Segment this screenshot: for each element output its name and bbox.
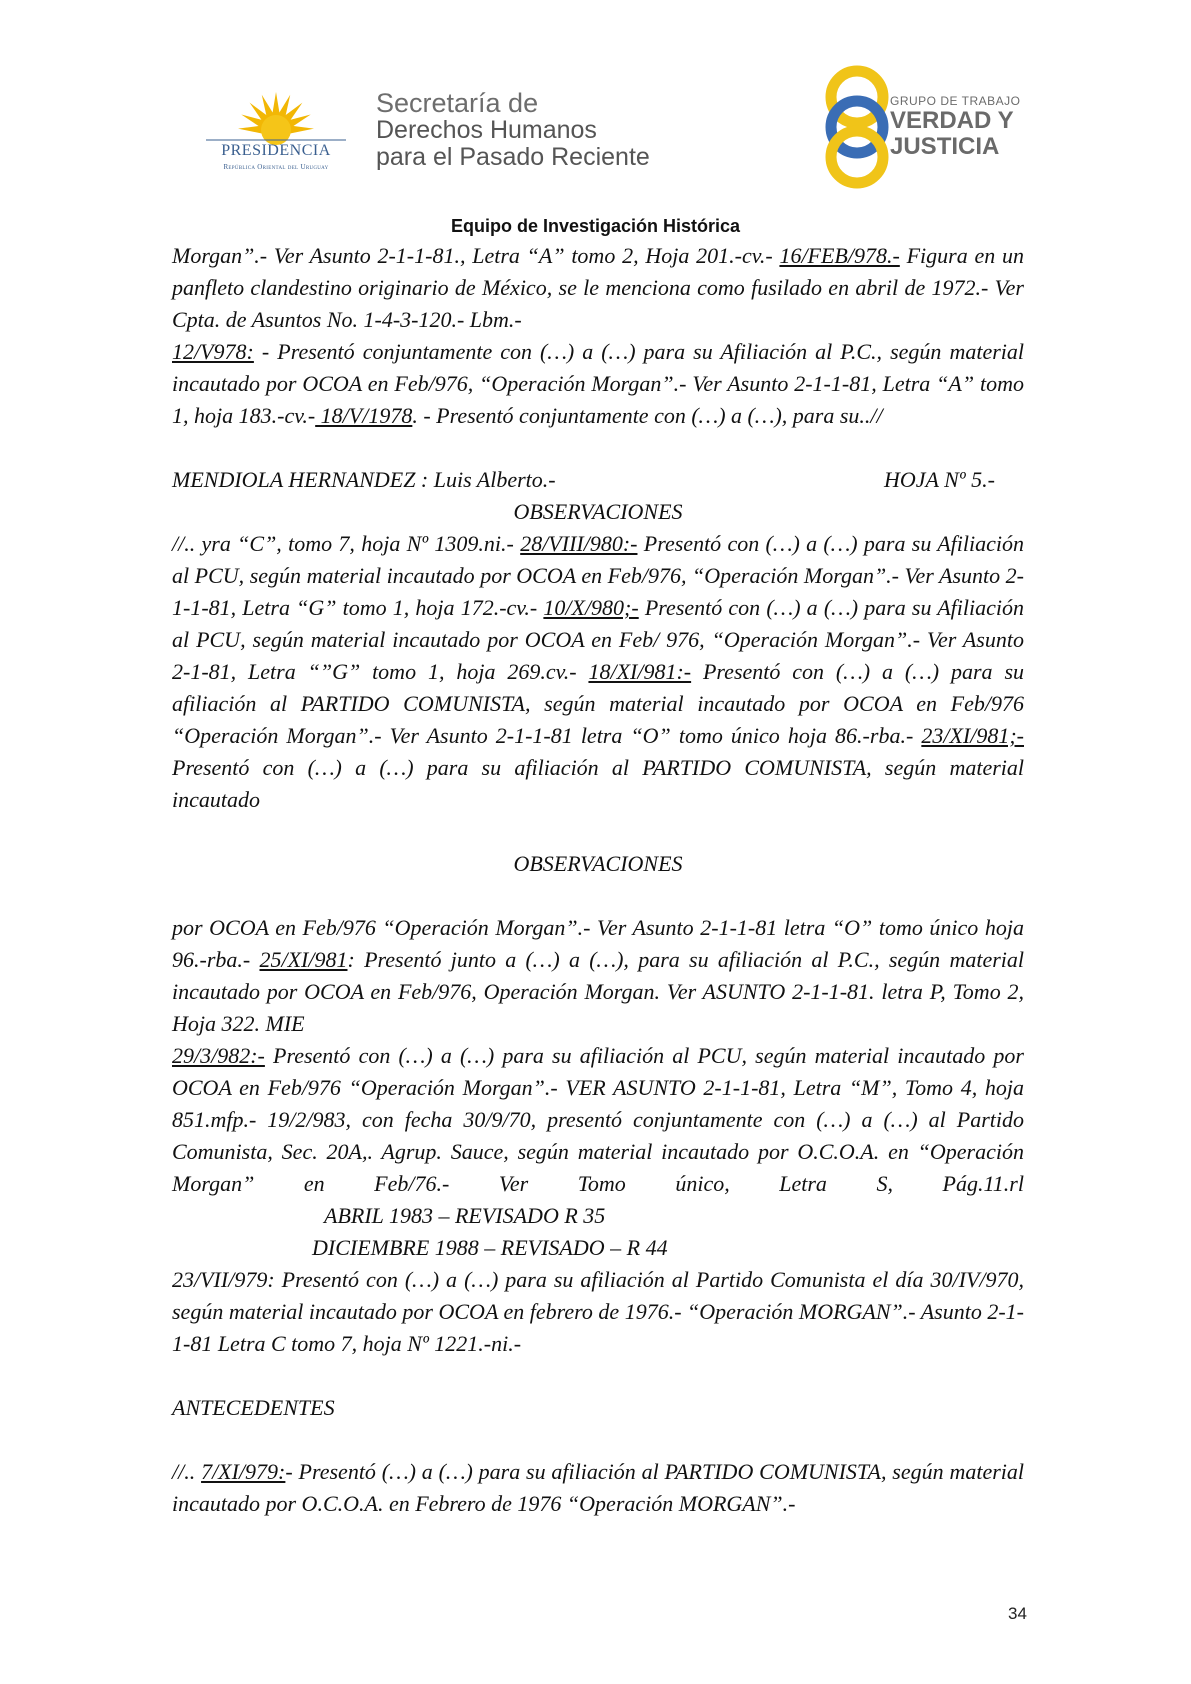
presidencia-subtitle: República Oriental del Uruguay	[223, 163, 329, 171]
text-run: Presentó con (…) a (…) para su Afiliación al PCU, según material incautado por OCOA en Feb/976, “Operación Morgan”.- Ver Asunto 2-1-1-81, Letra “G” tomo 1, hoja 172.-cv.-	[172, 531, 1024, 620]
observaciones-heading: OBSERVACIONES	[513, 499, 683, 524]
text-run: - Presentó (…) a (…) para su afiliación al PARTIDO COMUNISTA, según material incautado por O.C.O.A. en Febrero de 1976 “Operación MORGAN”.-	[172, 1459, 1024, 1516]
text-run: //..	[172, 1459, 202, 1484]
page-header	[0, 0, 1191, 220]
text-run: : Presentó junto a (…) a (…), para su afiliación al P.C., según material incautado por OCOA en Feb/976, Operación Morgan. Ver ASUNTO 2-1-1-81. letra P, Tomo 2, Hoja 322. MIE	[172, 947, 1024, 1036]
paragraph-3	[172, 528, 1024, 816]
text-run: Figura en un panfleto clandestino originario de México, se le menciona como fusilado en abril de 1972.- Ver Cpta. de Asuntos No. 1-4-3-120.- Lbm.-	[172, 243, 1024, 332]
paragraph-6: 23/VII/979: Presentó con (…) a (…) para su afiliación al Partido Comunista el día 30/IV/970, según material incautado por OCOA en febrero de 1976.- “Operación MORGAN”.- Asunto 2-1-1-81 Letra C tomo 7, hoja Nº 1221.-ni.-	[172, 1267, 1024, 1356]
spacer	[172, 1360, 1024, 1392]
gvj-line-3: JUSTICIA	[890, 133, 1000, 160]
verdad-justicia-rings-logo	[812, 62, 902, 192]
date-underlined: 16/FEB/978.-	[779, 243, 900, 268]
presidencia-title: PRESIDENCIA	[221, 142, 331, 159]
gvj-line-2: VERDAD Y	[890, 107, 1014, 134]
date-underlined: 10/X/980;-	[543, 595, 639, 620]
paragraph-4	[172, 912, 1024, 1040]
paragraph-7	[172, 1456, 1024, 1520]
spacer	[172, 880, 1024, 912]
verdad-justicia-text	[890, 94, 1020, 160]
secretaria-line-2: Derechos Humanos	[376, 116, 597, 144]
text-run: - Presentó conjuntamente con (…) a (…) para su Afiliación al P.C., según material incautado por OCOA en Feb/976, “Operación Morgan”.- Ver Asunto 2-1-1-81, Letra “A” tomo 1, hoja 183.-cv.-	[172, 339, 1024, 428]
paragraph-1	[172, 240, 1024, 336]
date-underlined: 12/V978:	[172, 339, 254, 364]
sheet-number: HOJA Nº 5.-	[884, 467, 995, 492]
antecedentes-heading: ANTECEDENTES	[172, 1395, 335, 1420]
text-run: Morgan”.- Ver Asunto 2-1-1-81., Letra “A” tomo 2, Hoja 201.-cv.-	[172, 243, 780, 268]
text-run: por OCOA en Feb/976 “Operación Morgan”.- Ver Asunto 2-1-1-81 letra “O” tomo único hoja 96.-rba.-	[172, 915, 1024, 972]
date-underlined: 18/V/1978	[315, 403, 413, 428]
record-name-line	[172, 464, 1024, 496]
text-run: Presentó con (…) a (…) para su afiliación al PCU, según material incautado por OCOA en Feb/976 “Operación Morgan”.- VER ASUNTO 2-1-1-81, Letra “M”, Tomo 4, hoja 851.mfp.- 19/2/983, con fecha 30/9/70, presentó conjuntamente con (…) a (…) al Partido Comunista, Sec. 20A,. Agrup. Sauce, según material incautado por O.C.O.A. en “Operación Morgan” en Feb/76.- Ver Tomo único, Letra S, Pág.11.rl	[172, 1043, 1024, 1196]
document-body	[172, 240, 1024, 1520]
text-run: Presentó con (…) a (…) para su Afiliación al PCU, según material incautado por OCOA en Feb/ 976, “Operación Morgan”.- Ver Asunto 2-1-81, Letra “”G” tomo 1, hoja 269.cv.-	[172, 595, 1024, 684]
paragraph-2	[172, 336, 1024, 432]
text-run: //.. yra “C”, tomo 7, hoja Nº 1309.ni.-	[172, 531, 521, 556]
team-title: Equipo de Investigación Histórica	[450, 216, 741, 236]
paragraph-5	[172, 1040, 1024, 1232]
secretaria-logo-text	[376, 90, 650, 171]
text-run: . - Presentó conjuntamente con (…) a (…), para su..//	[412, 403, 883, 428]
date-underlined: 25/XI/981	[259, 947, 348, 972]
date-underlined: 23/XI/981;-	[921, 723, 1024, 748]
date-underlined: 28/VIII/980:-	[520, 531, 638, 556]
secretaria-line-1: Secretaría de	[376, 88, 539, 118]
person-name: MENDIOLA HERNANDEZ : Luis Alberto.-	[172, 467, 556, 492]
secretaria-line-3: para el Pasado Reciente	[376, 143, 650, 171]
date-underlined: 29/3/982:-	[172, 1043, 265, 1068]
observaciones-heading: OBSERVACIONES	[513, 851, 683, 876]
spacer	[172, 432, 1024, 464]
date-underlined: 7/XI/979:	[201, 1459, 286, 1484]
date-underlined: 18/XI/981:-	[588, 659, 692, 684]
text-run: Presentó con (…) a (…) para su afiliación al PARTIDO COMUNISTA, según material incautado	[172, 755, 1024, 812]
spacer	[172, 1424, 1024, 1456]
gvj-line-1: GRUPO DE TRABAJO	[890, 94, 1021, 108]
text-run: Presentó con (…) a (…) para su afiliación al PARTIDO COMUNISTA, según material incautado por OCOA en Feb/976 “Operación Morgan”.- Ver Asunto 2-1-1-81 letra “O” tomo único hoja 86.-rba.-	[172, 659, 1024, 748]
revision-note: DICIEMBRE 1988 – REVISADO – R 44	[312, 1235, 668, 1260]
spacer	[172, 816, 1024, 848]
revision-note: ABRIL 1983 – REVISADO R 35	[324, 1203, 606, 1228]
page-number: 34	[1008, 1604, 1027, 1623]
